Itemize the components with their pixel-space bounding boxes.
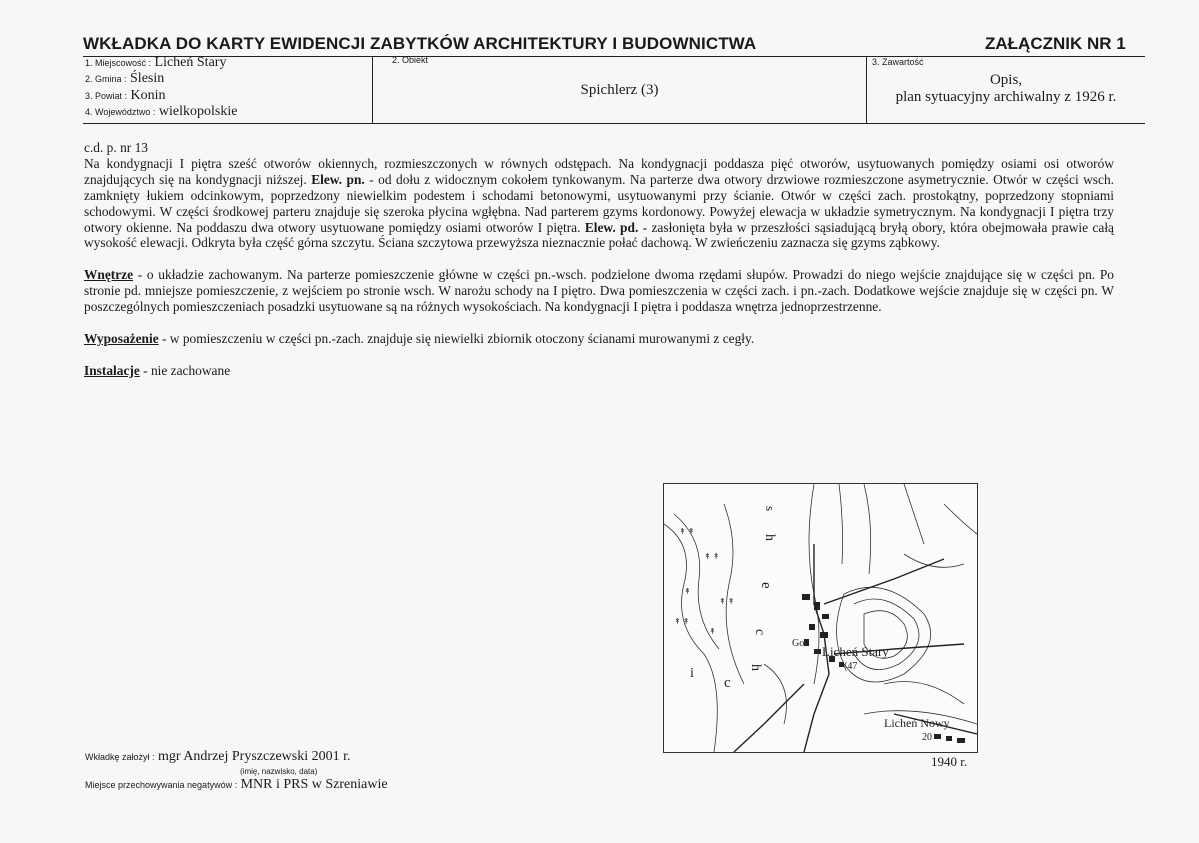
author-label: Wkładkę założył : [85,752,155,762]
author-line [85,749,351,765]
locality-label: 1. Miejscowość : [85,58,152,68]
description-body [84,140,1114,379]
svg-text:↟ ↟: ↟ ↟ [704,552,720,561]
map-label-gor: Gor [792,638,808,649]
north-elevation-head: Elew. pn. [311,171,365,187]
installations-paragraph [84,363,1114,379]
elevation-text-1: Na kondygnacji I piętra sześć otworów okiennych, rozmieszczonych w równych odstępach. Na kondygnacji poddasza pięć otworów, usytuowanych pomiędzy osiami osi otworów znajdujących się na kondygnacji niższej. [84,155,1114,187]
map-label-c2: c [724,675,731,691]
map-label-e: e [758,582,774,589]
county-value: Konin [130,88,166,103]
svg-text:↟ ↟: ↟ ↟ [719,597,735,606]
svg-text:↟ ↟: ↟ ↟ [679,527,695,536]
interior-heading: Wnętrze [84,267,134,283]
map-caption: 1940 r. [931,754,968,769]
svg-text:↟: ↟ [684,587,691,596]
map-label-i: i [690,666,694,681]
object-value: Spichlerz (3) [580,82,659,98]
svg-text:↟: ↟ [709,627,716,636]
county-label: 3. Powiat : [85,91,128,101]
map-label-47: (47 [844,661,858,672]
map-label-lichen-stary: Licheń Stary [822,644,889,659]
equipment-text: - w pomieszczeniu w części pn.-zach. znajduje się niewielki zbiornik otoczony ścianami murowanymi z cegły. [158,331,755,347]
installations-text: - nie zachowane [139,362,231,378]
content-line-2: plan sytuacyjny archiwalny z 1926 r. [895,89,1117,105]
elevation-text-2: - od dołu z widocznym cokołem tynkowanym. Na parterze dwa otwory drzwiowe rozmieszczone asymetrycznie. Otwór w części wsch. zamknięty łukiem odcinkowym, poprzedzony niewielkim podestem i schodami betonowymi, usytuowanymi przy ścianie. Otwór w części zach. prostokątny, poprzedzony stopniami schodowymi. W części środkowej parteru znajduje się szeroka płycina wgłębna. Nad parterem gzyms kordonowy. Powyżej elewacja w układzie symetrycznym. Na kondygnacji I piętra trzy otwory okienne. Na poddaszu dwa otwory usytuowane pomiędzy osiami otworów I piętra. [84,171,1115,235]
storage-label: Miejsce przechowywania negatywów : [85,780,238,790]
commune-value: Ślesin [130,71,165,86]
south-elevation-head: Elew. pd. [584,219,639,235]
map-label-lichen-nowy: Licheń Nowy [884,716,950,730]
annex-label: ZAŁĄCZNIK NR 1 [985,34,1126,53]
equipment-paragraph [84,331,1114,347]
author-subcaption: (imię, nazwisko, data) [240,767,318,776]
storage-value: MNR i PRS w Szreniawie [240,777,388,792]
voivodeship-field [85,104,237,120]
map-label-s: s [763,506,778,512]
commune-field [85,71,164,87]
locality-field [85,55,226,71]
header-bottom-rule [83,123,1145,124]
map-label-c: c [752,629,767,636]
voivodeship-label: 4. Województwo : [85,107,156,117]
object-label: 2. Obiekt [392,55,429,65]
equipment-heading: Wyposażenie [84,331,159,347]
svg-text:↟ ↟: ↟ ↟ [674,617,690,626]
locality-value: Licheń Stary [154,55,227,70]
continuation-note: c.d. p. nr 13 [84,140,148,155]
map-label-20: 20 [922,732,932,743]
content-line-1: Opis, [989,72,1023,88]
map-label-h2: h [748,664,763,671]
commune-label: 2. Gmina : [85,74,127,84]
voivodeship-value: wielkopolskie [158,104,238,119]
elevation-paragraph [84,156,1114,251]
interior-text: - o układzie zachowanym. Na parterze pomieszczenie główne w części pn.-wsch. podzielone dwoma rzędami słupów. Prowadzi do niego wejście znajdujące się w części pn. Po stronie pd. mniejsze pomieszczenie, z wejściem po stronie wsch. W narożu schody na I piętro. Dwa pomieszczenia w części zach. i pn.-zach. Dodatkowe wejście znajduje się w części pn. W poszczególnych pomieszczeniach posadzki usytuowane są na różnych wysokościach. Na kondygnacji I piętra i poddasza wnętrza jednoprzestrzenne. [84,267,1114,315]
interior-paragraph [84,267,1114,315]
header-title: WKŁADKA DO KARTY EWIDENCJI ZABYTKÓW ARCHITEKTURY I BUDOWNICTWA [83,34,757,53]
county-field [85,88,166,104]
archival-site-map [663,483,978,753]
installations-heading: Instalacje [84,362,140,378]
elevation-text-3: - zasłonięta była w przeszłości sąsiadującą bryłą obory, która obejmowała prawie całą wysokość elewacji. Odkryta była część górna szczytu. Ściana szczytowa przewyższa nieznacznie połać dachową. W zwieńczeniu zaznacza się gzyms ząbkowy. [84,219,1114,251]
map-label-h: h [762,534,777,541]
author-value: mgr Andrzej Pryszczewski 2001 r. [158,749,351,764]
content-label: 3. Zawartość [872,57,924,67]
header-top-rule [83,56,1145,57]
storage-line [85,777,388,793]
